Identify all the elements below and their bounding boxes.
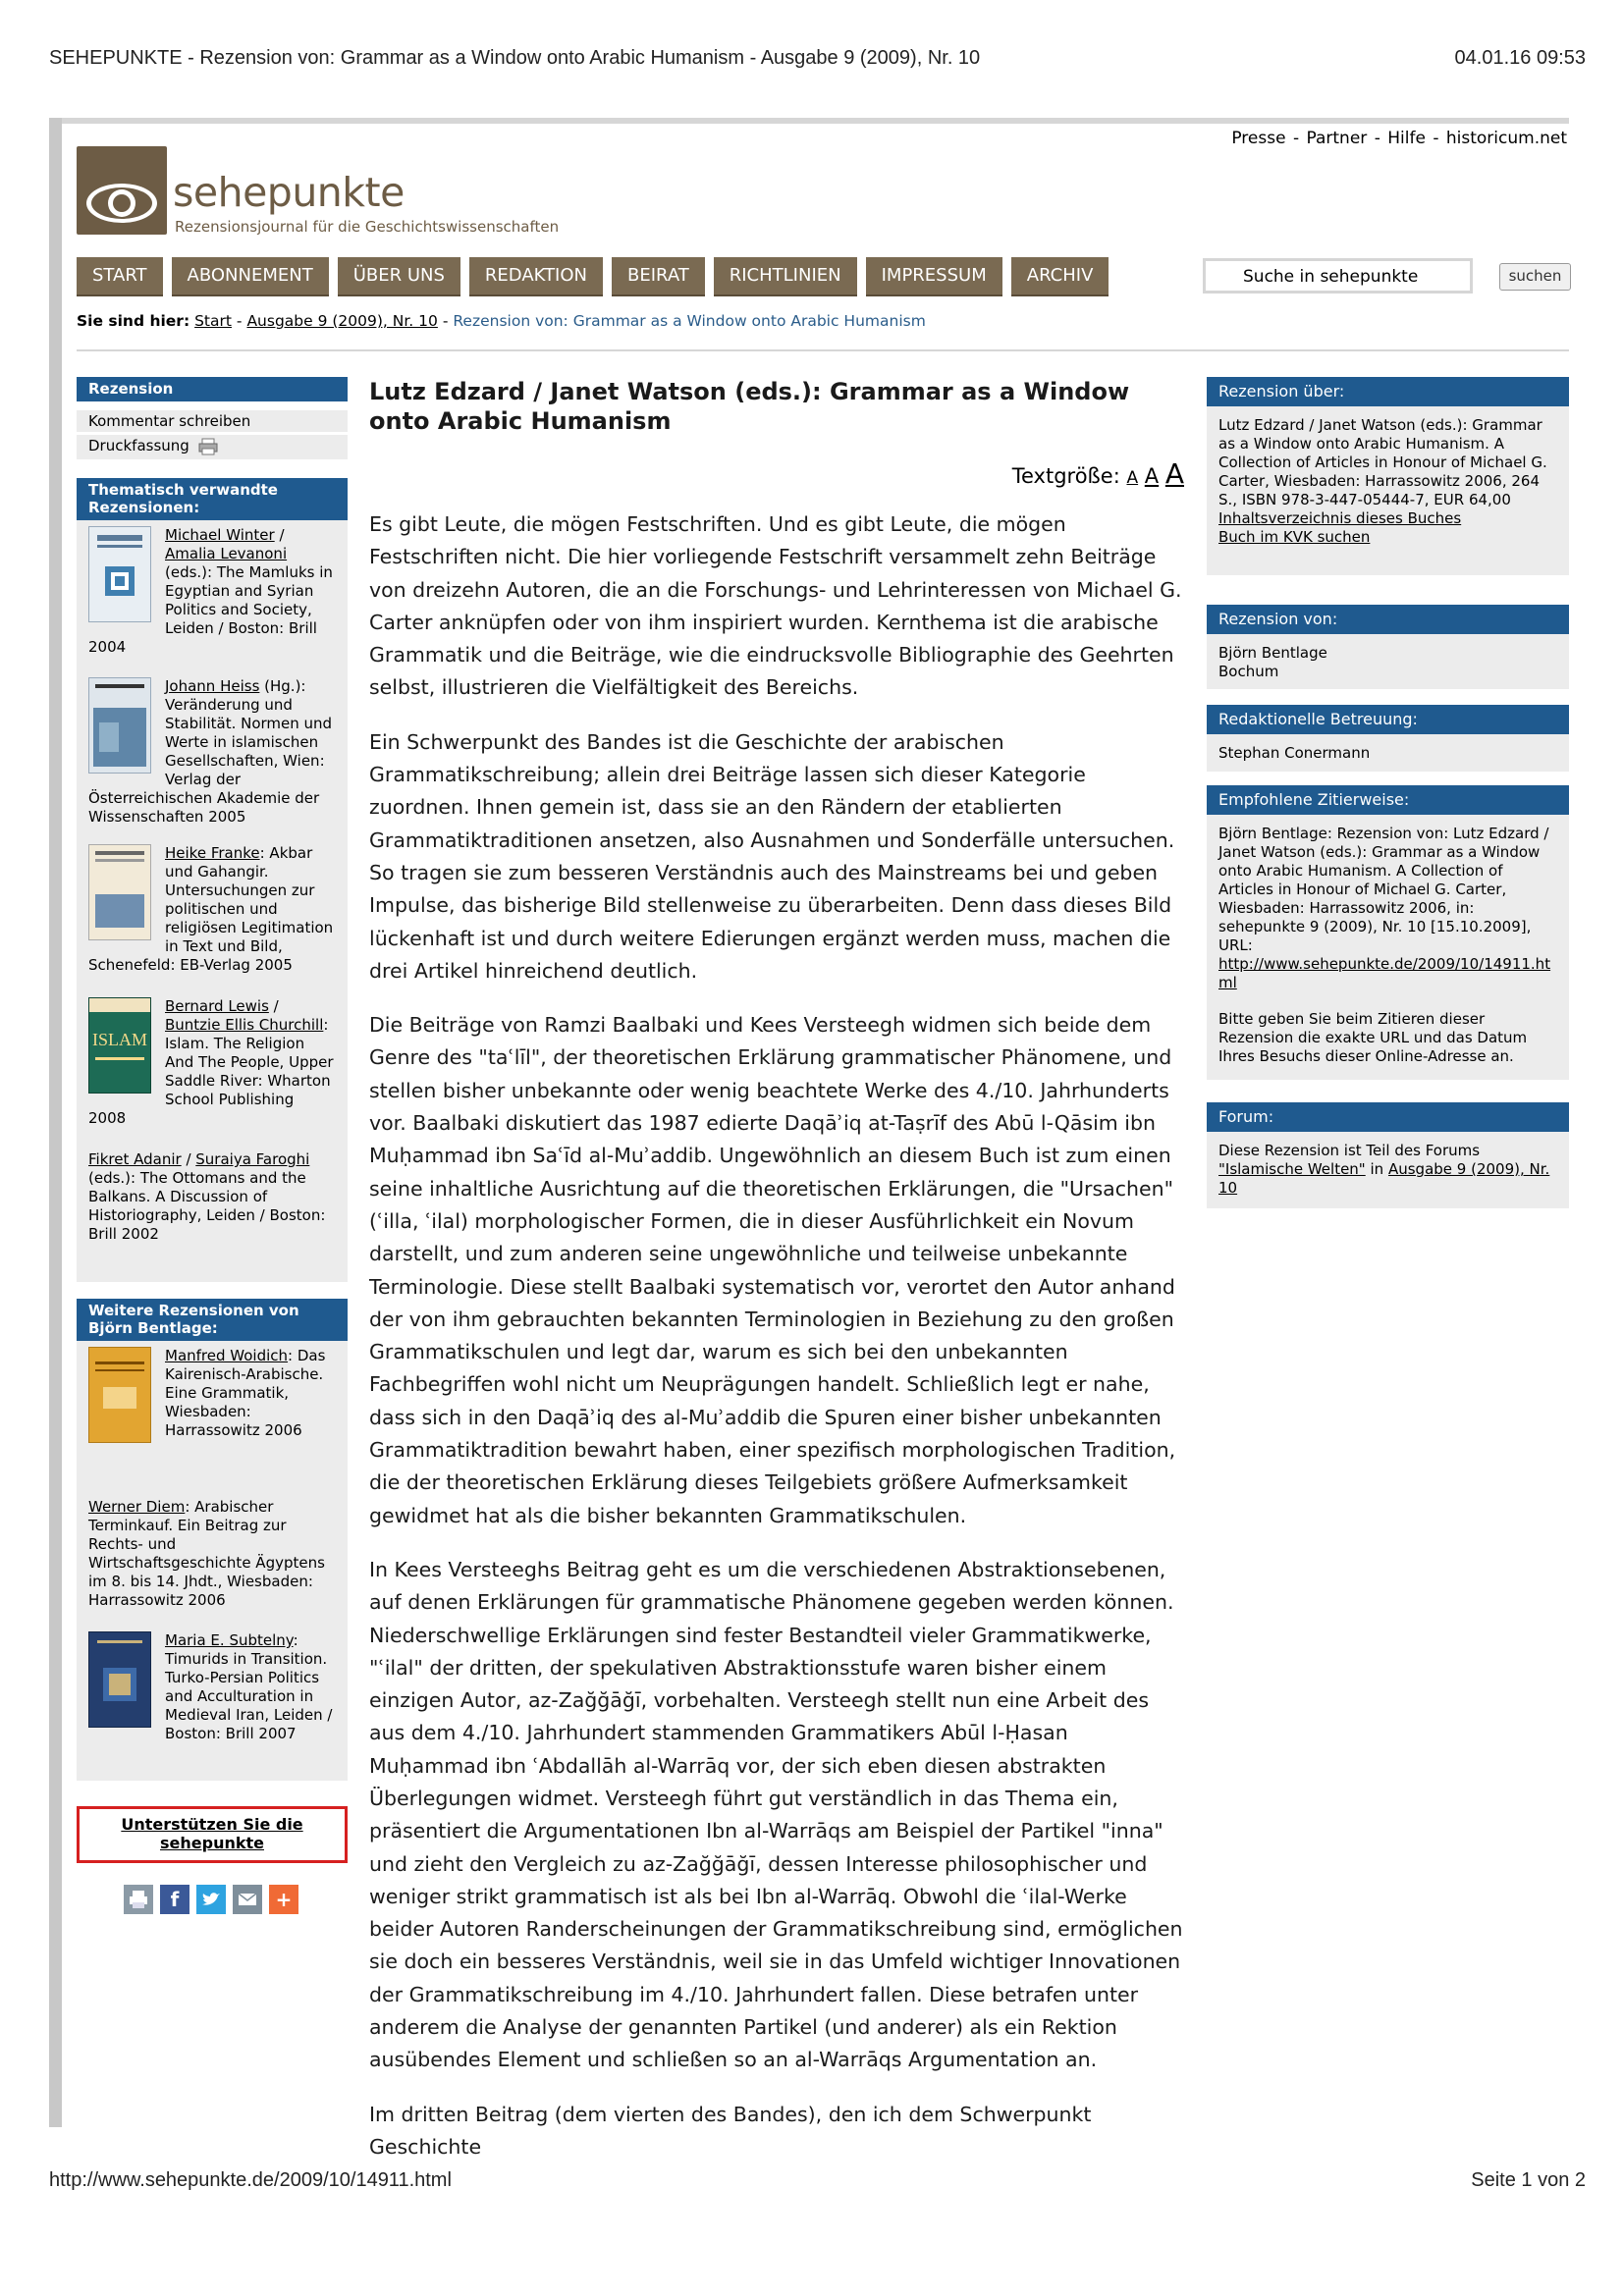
main-nav [77,257,1109,296]
book-cover-image[interactable] [88,997,151,1094]
nav-item-start[interactable]: START [77,257,163,296]
rezension-head: Rezension [77,377,348,401]
reviewer-name: Björn Bentlage [1218,644,1327,662]
paragraph: Die Beiträge von Ramzi Baalbaki und Kees Versteegh widmen sich beide dem Genre des "taʿlīl", der theoretischen Erklärung grammatischer Phänomene, und stellen bisher unbekannte oder wenig beachtete Werke des 4./10. Jahrhunderts vor. Baalbaki diskutiert das 1987 edierte Daqāʾiq at-Taṣrīf des Abū l-Qāsim ibn Muḥammad ibn Saʿīd al-Muʾaddib. Ungewöhnlich an diesem Buch ist zum einen seine inhaltliche Ausrichtung auf die theoretischen Erklärungen, die "Ursachen" (ʿilla, ʿilal) morphologischer Formen, die in dieser Ausführlichkeit ein Novum darstellt, und zum anderen seine ungewöhnliche und teilweise unbekannte Terminologie. Diese stellt Baalbaki systematisch vor, verortet den Autor anhand der von ihm gebrauchten bekannten Terminologien in Beziehung zu den großen Grammatikschulen und legt dar, warum es sich bei den unbekannten Fachbegriffen wohl nicht um Neuprägungen handelt. Schließlich legt er nahe, dass sich in den Daqāʾiq des al-Muʾaddib die Spuren einer bisher unbekannten Grammatiktradition bewahrt haben, einer spezifisch morphologischen Tradition, die der theoretischen Erklärung dieses Teilgebiets größere Aufmerksamkeit gewidmet hat als die bisher bekannten Grammatikschulen. [369,1013,1176,1527]
author-link[interactable]: Fikret Adanir [88,1150,182,1168]
print-header-title: SEHEPUNKTE - Rezension von: Grammar as a Window onto Arabic Humanism - Ausgabe 9 (2009), Nr. 10 [49,47,981,69]
paragraph: Es gibt Leute, die mögen Festschriften. Und es gibt Leute, die mögen Festschriften nicht. Die hier vorliegende Festschrift versammelt zehn Beiträge von dreizehn Autoren, die an die Forschungs- und Lehrinteressen von Michael G. Carter anknüpfen oder von ihm inspiriert wurden. Kernthema ist die arabische Grammatik und die Beiträge, wie die eindrucksvolle Bibliographie des Geehrten selbst, illustrieren die Vielfältigkeit des Bereichs. [369,512,1182,700]
top-links [1231,129,1567,148]
text-size-small[interactable]: A [1126,468,1139,488]
author-link[interactable]: Werner Diem [88,1498,186,1516]
author-link[interactable]: Heike Franke [165,844,260,862]
sep: / [268,997,279,1015]
text-size-label: Textgröße: [1011,464,1120,488]
page-top-line [62,118,1569,124]
facebook-icon[interactable]: f [160,1885,189,1914]
sep: - [1433,129,1439,148]
by-head: Rezension von: [1207,605,1569,634]
forum-text: in [1370,1160,1384,1178]
text-size-control [1012,457,1184,490]
sep: / [274,526,285,544]
kvk-link[interactable]: Buch im KVK suchen [1218,528,1371,546]
cite-panel [1207,815,1569,1080]
by-panel [1207,634,1569,689]
nav-item-impressum[interactable]: IMPRESSUM [866,257,1002,296]
author-link[interactable]: Maria E. Subtelny [165,1631,294,1649]
sep: - [1374,129,1380,148]
support-button[interactable] [77,1806,348,1863]
nav-item-richtlinien[interactable]: RICHTLINIEN [714,257,857,296]
related-title: (eds.): The Mamluks in Egyptian and Syrian Politics and Society, Leiden / Boston: Brill 2004 [88,563,333,656]
print-footer-url: http://www.sehepunkte.de/2009/10/14911.html [49,2169,452,2191]
about-head: Rezension über: [1207,377,1569,406]
author-link[interactable]: Manfred Woidich [165,1347,289,1364]
sep: / [181,1150,196,1168]
breadcrumb-start[interactable]: Start [194,312,232,330]
author-link[interactable]: Michael Winter [165,526,275,544]
paragraph: Im dritten Beitrag (dem vierten des Bandes), den ich dem Schwerpunkt Geschichte [369,2102,1092,2159]
book-cover-image[interactable] [88,526,151,622]
site-logo-title[interactable]: sehepunkte [173,169,405,216]
author-link[interactable]: Johann Heiss [165,677,260,695]
breadcrumb-current: Rezension von: Grammar as a Window onto Arabic Humanism [453,312,926,330]
print-header-datetime: 04.01.16 09:53 [1454,47,1586,69]
about-panel [1207,406,1569,575]
nav-item-beirat[interactable]: BEIRAT [612,257,705,296]
paragraph: Ein Schwerpunkt des Bandes ist die Geschichte der arabischen Grammatikschreibung; allein drei Beiträge lassen sich dieser Kategorie zuordnen. Ihnen gemein ist, dass sie an den Rändern der etablierten Grammatiktraditionen ansetzen, also Ausnahmen und Sonderfälle untersuchen. So tragen sie zum besseren Verständnis auch des Mainstreams bei und geben Impulse, das bisherige Bild stellenweise zu überarbeiten. Denn dass dieses Bild lückenhaft ist und durch weitere Edierungen ergänzt werden muss, machen die drei Artikel hinreichend deutlich. [369,729,1175,983]
print-footer-page: Seite 1 von 2 [1471,2169,1586,2191]
book-cover-image[interactable] [88,677,151,774]
svg-text:ISLAM: ISLAM [91,1030,148,1049]
more-review-title: : Arabischer Terminkauf. Ein Beitrag zur Rechts- und Wirtschaftsgeschichte Ägyptens im 8. bis 14. Jhdt., Wiesbaden: Harrassowitz 2006 [88,1498,325,1609]
plus-icon[interactable]: + [269,1885,298,1914]
top-link-presse[interactable]: Presse [1231,129,1286,148]
related-item [88,844,336,984]
related-item [88,1150,336,1244]
book-cover-image[interactable] [88,1631,151,1728]
related-item [88,526,336,664]
twitter-icon[interactable] [196,1885,226,1914]
divider [77,349,1569,351]
more-review-title: : Das Kairenisch-Arabische. Eine Grammatik, Wiesbaden: Harrassowitz 2006 [165,1347,326,1439]
comment-link[interactable] [77,410,348,434]
more-review-item [88,1498,336,1610]
book-cover-image[interactable] [88,844,151,940]
more-review-item [88,1347,336,1484]
text-size-large[interactable]: A [1164,457,1184,490]
related-title: : Islam. The Religion And The People, Upper Saddle River: Wharton School Publishing 2008 [88,1016,334,1127]
page-left-bar [49,118,62,2127]
breadcrumb-issue[interactable]: Ausgabe 9 (2009), Nr. 10 [246,312,438,330]
review-body [369,508,1184,2185]
related-head: Thematisch verwandte Rezensionen: [77,478,348,520]
related-title: (Hg.): Veränderung und Stabilität. Normen und Werte in islamischen Gesellschaften, Wien: Verlag der Österreichischen Akademie der Wissenschaften 2005 [88,677,333,826]
site-logo-subtitle: Rezensionsjournal für die Geschichtswissenschaften [175,218,560,236]
nav-item-redaktion[interactable]: REDAKTION [469,257,603,296]
related-list [77,520,348,1282]
forum-link[interactable]: "Islamische Welten" [1218,1160,1366,1178]
editor-name: Stephan Conermann [1218,744,1371,762]
nav-item-abonnement[interactable]: ABONNEMENT [172,257,329,296]
sep: - [1292,129,1300,148]
more-review-title: : Timurids in Transition. Turko-Persian Politics and Acculturation in Medieval Iran, Leiden / Boston: Brill 2007 [165,1631,333,1742]
forum-head: Forum: [1207,1102,1569,1132]
print-icon[interactable] [124,1885,153,1914]
forum-panel [1207,1132,1569,1208]
author-link[interactable]: Amalia Levanoni [165,545,288,562]
related-item [88,677,336,830]
author-link[interactable]: Suraiya Faroghi [195,1150,310,1168]
more-review-item [88,1631,336,1743]
mail-icon[interactable] [233,1885,262,1914]
forum-text: Diese Rezension ist Teil des Forums [1218,1142,1481,1159]
nav-item-archiv[interactable]: ARCHIV [1011,257,1109,296]
comment-label: Kommentar schreiben [88,412,251,430]
cite-text: Björn Bentlage: Rezension von: Lutz Edzard / Janet Watson (eds.): Grammar as a Window onto Arabic Humanism. A Collection of Articles in Honour of Michael G. Carter, Wiesbaden: Harrassowitz 2006, in: sehepunkte 9 (2009), Nr. 10 [15.10.2009], URL: [1218,825,1549,954]
breadcrumb [77,312,926,330]
breadcrumb-sep: - [236,312,243,330]
search-input[interactable]: Suche in sehepunkte [1203,258,1473,294]
about-text: Lutz Edzard / Janet Watson (eds.): Grammar as a Window onto Arabic Humanism. A Collection of Articles in Honour of Michael G. Carter, Wiesbaden: Harrassowitz 2006, 264 S., ISBN 978-3-447-05444-7, EUR 64,00 [1218,416,1547,508]
related-item [88,997,336,1137]
eye-logo-icon[interactable] [77,146,167,235]
top-link-historicum[interactable]: historicum.net [1445,129,1567,148]
editor-head: Redaktionelle Betreuung: [1207,705,1569,734]
editor-panel [1207,734,1569,772]
support-label: Unterstützen Sie die sehepunkte [121,1815,303,1852]
cite-url-link[interactable]: http://www.sehepunkte.de/2009/10/14911.html [1218,955,1551,991]
forum-issue-link[interactable]: Ausgabe 9 (2009), Nr. 10 [1218,1160,1550,1197]
top-link-hilfe[interactable]: Hilfe [1387,129,1426,148]
breadcrumb-prefix: Sie sind hier: [77,312,190,330]
nav-item-ueber-uns[interactable]: ÜBER UNS [338,257,460,296]
text-size-medium[interactable]: A [1144,464,1160,488]
book-cover-image[interactable] [88,1347,151,1443]
paragraph: In Kees Versteeghs Beitrag geht es um die verschiedenen Abstraktionsebenen, auf denen Erklärungen für grammatische Phänomene gegeben werden können. Niederschwellige Erklärungen sind fester Bestandteil vieler Grammatikwerke, "ʿilal" der dritten, der spekulativen Abstraktionsstufe waren bisher einem einzigen Autor, az-Zağğāğī, vorbehalten. Versteegh stellt nun eine Arbeit des aus dem 4./10. Jahrhundert stammenden Grammatikers Abūl l-Ḥasan Muḥammad ibn ʿAbdallāh al-Warrāq vor, der sich eben diesen abstrakten Überlegungen widmet. Versteegh führt gut verständlich in das Thema ein, präsentiert die Argumentationen Ibn al-Warrāqs am Beispiel der Partikel "inna" und zieht den Vergleich zu az-Zağğāğī, dessen Interesse philosophischer und weniger strikt grammatisch ist als bei Ibn al-Warrāq. Obwohl die ʿilal-Werke beider Autoren Randerscheinungen der Grammatikschreibung sind, ermöglichen sie doch ein besseres Verständnis, weil sie in das Umfeld wichtiger Innovationen der Grammatikschreibung im 4./10. Jahrhundert fallen. Diese betrafen unter anderem die Analyse der genannten Partikel (und anderer) als ein Rektion ausübendes Element und schließen so an al-Warrāqs Argumentation an. [369,1557,1183,2072]
related-title: : Akbar und Gahangir. Untersuchungen zur politischen und religiösen Legitimation in Text und Bild, Schenefeld: EB-Verlag 2005 [88,844,334,974]
cite-note: Bitte geben Sie beim Zitieren dieser Rezension die exakte URL und das Datum Ihres Besuchs dieser Online-Adresse an. [1218,1010,1528,1065]
top-link-partner[interactable]: Partner [1306,129,1368,148]
printer-icon [198,438,218,455]
toc-link[interactable]: Inhaltsverzeichnis dieses Buches [1218,509,1462,527]
print-link[interactable] [77,435,348,461]
print-label: Druckfassung [88,437,189,454]
cite-head: Empfohlene Zitierweise: [1207,785,1569,815]
related-title: (eds.): The Ottomans and the Balkans. A Discussion of Historiography, Leiden / Boston: Brill 2002 [88,1169,326,1243]
search-button[interactable]: suchen [1499,263,1571,291]
reviewer-place: Bochum [1218,663,1279,680]
page-title: Lutz Edzard / Janet Watson (eds.): Grammar as a Window onto Arabic Humanism [369,378,1130,435]
author-link[interactable]: Bernard Lewis [165,997,269,1015]
author-link[interactable]: Buntzie Ellis Churchill [165,1016,324,1034]
more-reviews-head: Weitere Rezensionen von Björn Bentlage: [77,1299,348,1341]
breadcrumb-sep: - [442,312,449,330]
more-reviews-list [77,1341,348,1781]
